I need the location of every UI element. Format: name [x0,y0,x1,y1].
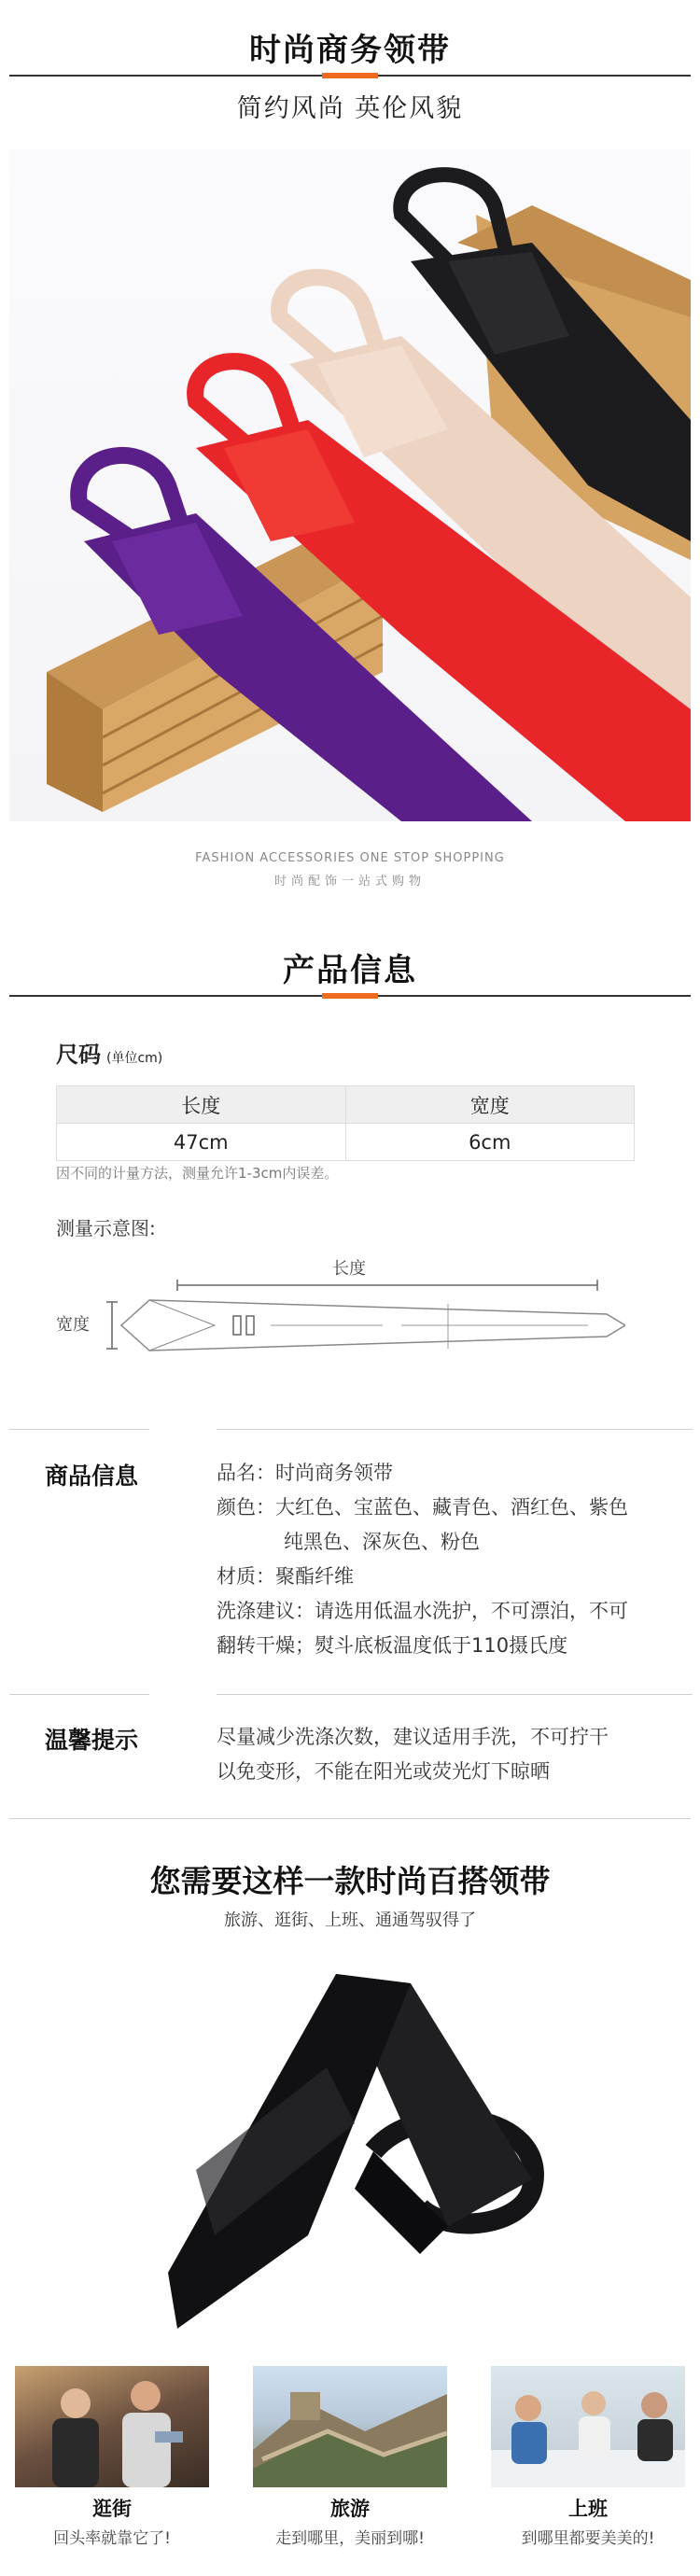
measurement-diagram [56,1255,616,1367]
tips-rule-right [217,1694,693,1695]
scene-desc-travel: 走到哪里，美丽到哪! [275,2529,425,2548]
goods-colors: 颜色：大红色、宝蓝色、藏青色、酒红色、紫色 [217,1496,628,1519]
black-tie-illustration [140,1955,560,2357]
goods-name: 品名：时尚商务领带 [217,1462,393,1484]
hero-image [9,149,691,821]
scene-desc-work: 到哪里都要美美的! [521,2529,655,2548]
office-meeting-illustration [491,2366,685,2487]
hero-caption-en: FASHION ACCESSORIES ONE STOP SHOPPING [195,851,505,865]
page-title: 时尚商务领带 [249,32,451,69]
scene-image-work [491,2366,685,2487]
goods-details [217,1456,683,1663]
diagram-width-label: 宽度 [56,1315,90,1335]
tie-outline-diagram [103,1274,625,1367]
tips-line-2: 以免变形，不能在阳光或荧光灯下晾晒 [217,1760,550,1783]
goods-rule-right [217,1429,693,1430]
tips-rule-left [9,1694,149,1695]
tips-heading: 温馨提示 [45,1727,139,1754]
size-table [56,1085,635,1161]
scene-image-shopping [15,2366,209,2487]
title-accent [322,73,378,78]
diagram-length-label: 长度 [332,1259,366,1279]
size-value-width: 6cm [345,1124,635,1161]
size-unit: (单位cm) [106,1051,163,1066]
promo-title: 您需要这样一款时尚百搭领带 [149,1863,551,1899]
scene-name-shopping: 逛街 [92,2498,132,2520]
black-tie-image [140,1955,560,2357]
scene-name-work: 上班 [568,2498,608,2520]
tips-details [217,1720,683,1789]
goods-rule-left [9,1429,149,1430]
diagram-label: 测量示意图: [56,1217,156,1239]
goods-wash-cont: 翻转干燥；熨斗底板温度低于110摄氏度 [217,1634,568,1657]
goods-wash: 洗涤建议：请选用低温水洗护，不可漂泊，不可 [217,1600,628,1622]
goods-colors-cont: 纯黑色、深灰色、粉色 [284,1531,480,1553]
size-table-row [57,1124,635,1161]
size-value-length: 47cm [57,1124,346,1161]
tips-line-1: 尽量减少洗涤次数，建议适用手洗，不可拧干 [217,1726,609,1748]
product-info-accent [322,993,378,999]
great-wall-illustration [253,2366,447,2487]
size-table-header [57,1086,635,1124]
page-subtitle: 简约风尚 英伦风貌 [236,94,464,123]
hero-caption-cn: 时尚配饰一站式购物 [273,875,426,889]
size-header-width: 宽度 [345,1086,635,1124]
size-label: 尺码 [56,1042,101,1068]
scene-desc-shopping: 回头率就靠它了! [53,2529,171,2548]
ties-on-wood-illustration [9,149,691,821]
scene-image-travel [253,2366,447,2487]
shopping-couple-illustration [15,2366,209,2487]
scene-name-travel: 旅游 [330,2498,370,2520]
size-header-length: 长度 [57,1086,346,1124]
promo-subtitle: 旅游、逛街、上班、通通驾驭得了 [224,1911,476,1930]
size-note: 因不同的计量方法，测量允许1-3cm内误差。 [56,1165,339,1182]
goods-material: 材质：聚酯纤维 [217,1565,354,1588]
product-info-title: 产品信息 [283,952,417,989]
size-heading [56,1036,162,1069]
goods-heading: 商品信息 [45,1463,139,1490]
tips-bottom-rule [9,1818,691,1819]
